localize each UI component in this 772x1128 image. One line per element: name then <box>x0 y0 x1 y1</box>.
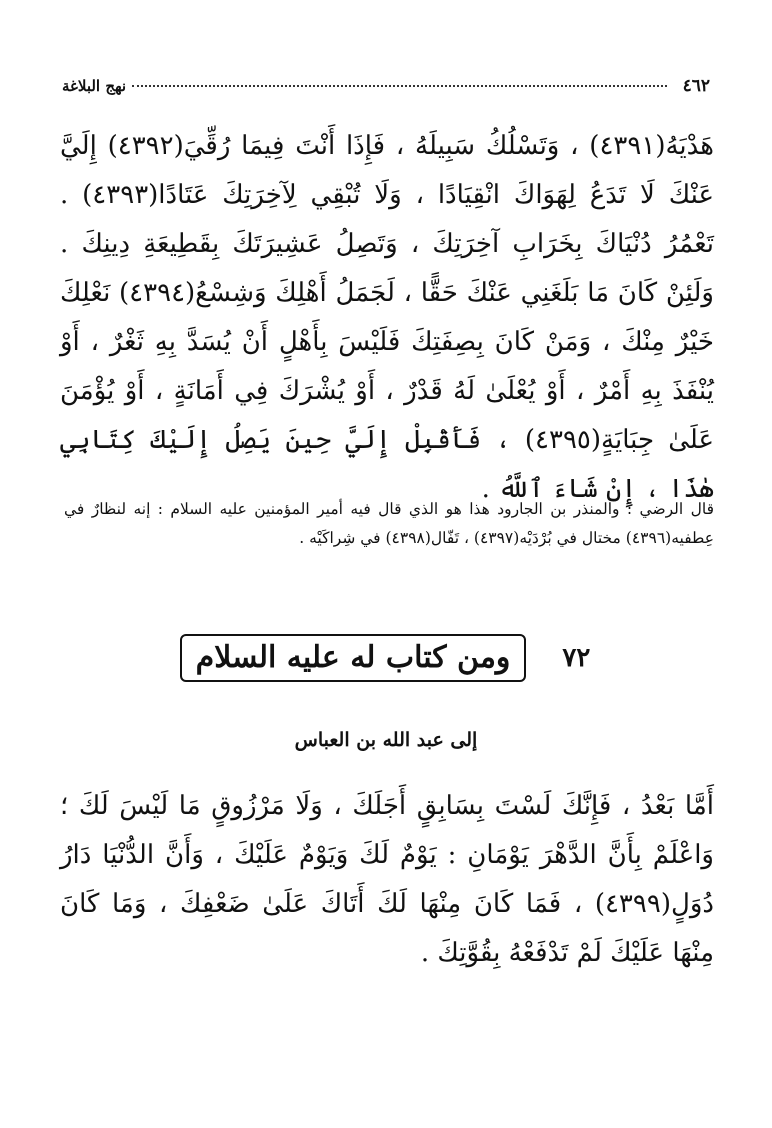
book-title: نهج البلاغة <box>62 77 127 95</box>
running-header <box>62 72 710 100</box>
section-number: ٧٢ <box>562 643 591 673</box>
section-heading <box>190 632 591 684</box>
letter-paragraph-continued: هَدْيَهُ(٤٣٩١) ، وَتَسْلُكُ سَبِيلَهُ ، فَإِذَا أَنْتَ فِيمَا رُقِّيَ(٤٣٩٢) إِلَيَّ عَنْكَ لَا تَدَعُ لِهَوَاكَ انْقِيَادًا ، وَلَا تُبْقِي لِآخِرَتِكَ عَتَادًا(٤٣٩٣) . تَعْمُرُ دُنْيَاكَ بِخَرَابِ آخِرَتِكَ ، وَتَصِلُ عَشِيرَتَكَ بِقَطِيعَةِ دِينِكَ . وَلَئِنْ كَانَ مَا بَلَغَنِي عَنْكَ حَقًّا ، لَجَمَلُ أَهْلِكَ وَشِسْعُ(٤٣٩٤) نَعْلِكَ خَيْرٌ مِنْكَ ، وَمَنْ كَانَ بِصِفَتِكَ فَلَيْسَ بِأَهْلٍ أَنْ يُسَدَّ بِهِ ثَغْرٌ ، أَوْ يُنْفَذَ بِهِ أَمْرٌ ، أَوْ يُعْلَىٰ لَهُ قَدْرٌ ، أَوْ يُشْرَكَ فِي أَمَانَةٍ ، أَوْ يُؤْمَنَ عَلَىٰ جِبَايَةٍ(٤٣٩٥) ، فَأَقْبِلْ إِلَيَّ حِينَ يَصِلُ إِلَيْكَ كِتَابِي هٰذَا ، إِنْ شَاءَ ٱللَّهُ . <box>60 131 715 504</box>
letter-paragraph: أَمَّا بَعْدُ ، فَإِنَّكَ لَسْتَ بِسَابِقٍ أَجَلَكَ ، وَلَا مَرْزُوقٍ مَا لَيْسَ لَكَ ؛ وَاعْلَمْ بِأَنَّ الدَّهْرَ يَوْمَانِ : يَوْمٌ لَكَ وَيَوْمٌ عَلَيْكَ ، وَأَنَّ الدُّنْيَا دَارُ دُوَلٍ(٤٣٩٩) ، فَمَا كَانَ مِنْهَا لَكَ أَتَاكَ عَلَىٰ ضَعْفِكَ ، وَمَا كَانَ مِنْهَا عَلَيْكَ لَمْ تَدْفَعْهُ بِقُوَّتِكَ . <box>60 791 714 968</box>
page-number: ٤٦٢ <box>682 76 710 96</box>
section-title: ومن كتاب له عليه السلام <box>180 634 527 682</box>
commentary-note: قال الرضي : والمنذر بن الجارود هذا هو الذي قال فيه أمير المؤمنين عليه السلام : إنه لنظارٌ في عِطفيه(٤٣٩٦) مختال في بُرْدَيْه(٤٣٩٧) ، تَفّال(٤٣٩٨) في شِراكَيْه . <box>64 500 714 547</box>
letter-recipient: إلى عبد الله بن العباس <box>294 729 478 751</box>
header-dotted-leader <box>132 85 666 87</box>
